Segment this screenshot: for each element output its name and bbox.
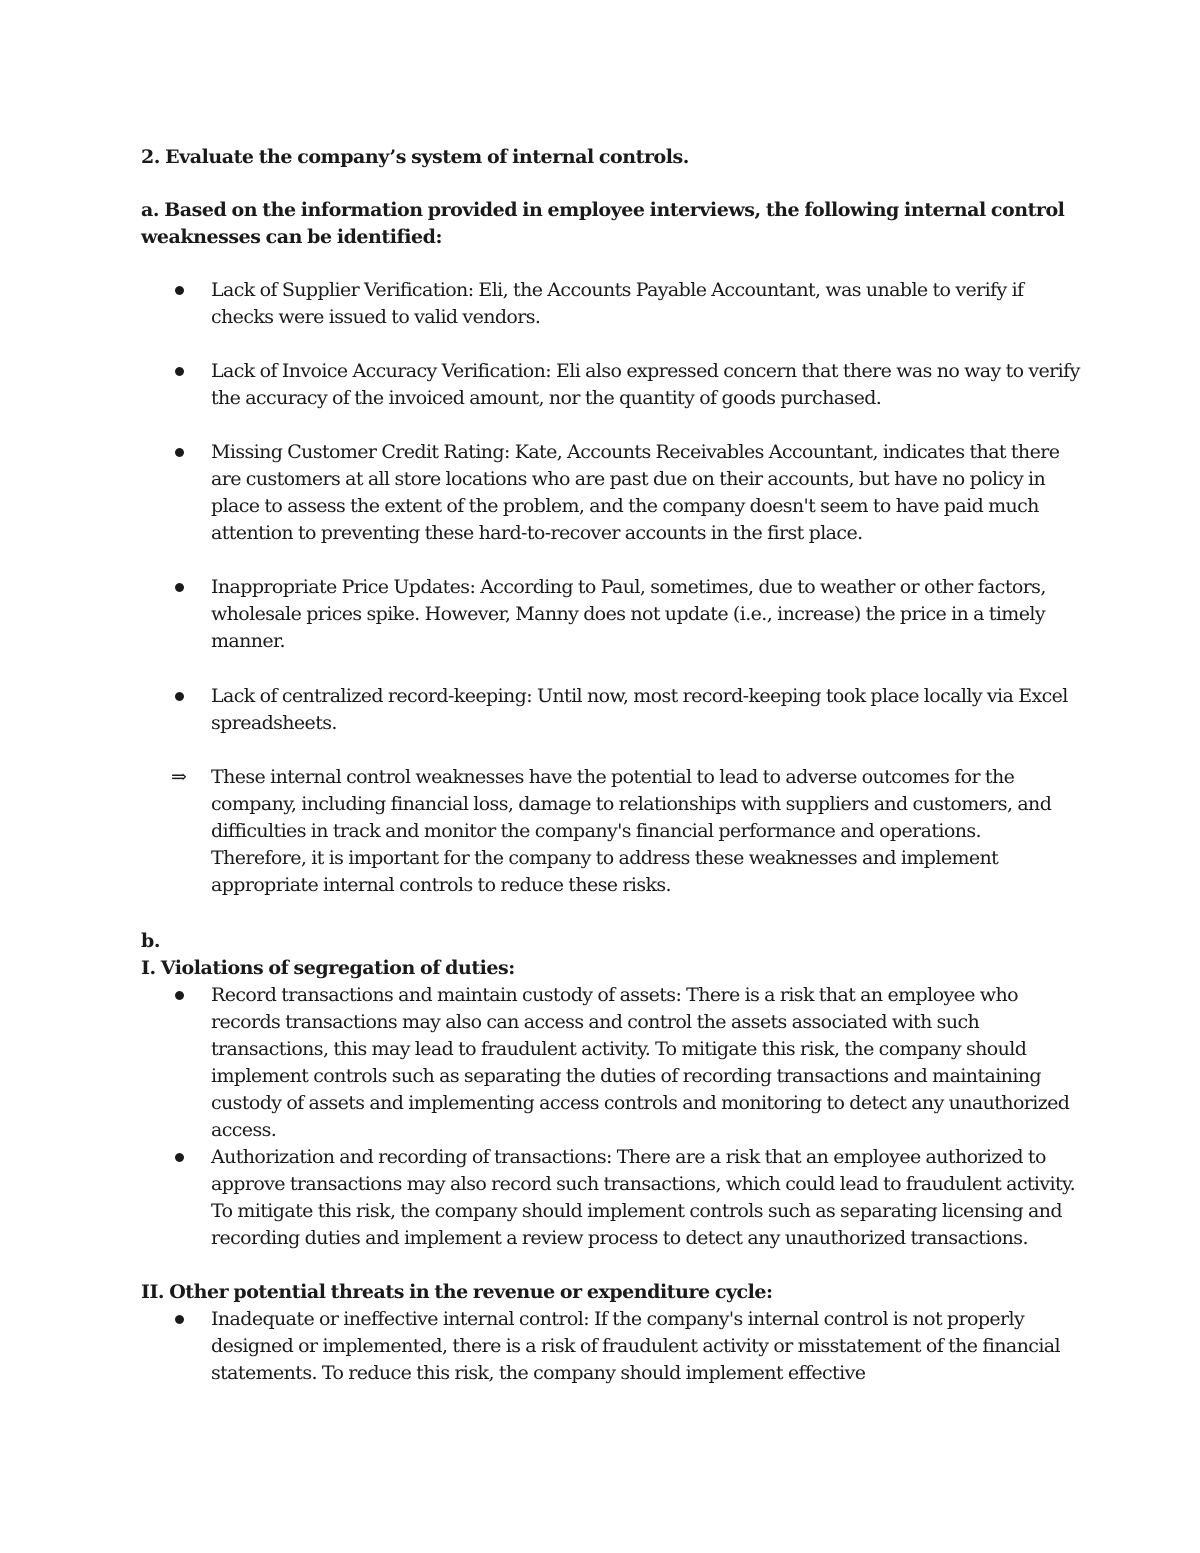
segregation-item: Authorization and recording of transactions: There are a risk that an employee authorized to approve transactions may also record such transactions, which could lead to fraudulent activity. To mitigate this risk, the company should implement controls such as separating licensing and recording duties and implement a review process to detect any unauthorized transactions.	[211, 1146, 1076, 1249]
bullet-icon	[175, 1153, 184, 1162]
part-a-heading: a. Based on the information provided in employee interviews, the following internal control weaknesses can be identified:	[141, 199, 1065, 248]
threats-heading: II. Other potential threats in the revenue or expenditure cycle:	[141, 1281, 773, 1303]
weakness-item: Lack of Invoice Accuracy Verification: Eli also expressed concern that there was no way to verify the accuracy of the invoiced amount, nor the quantity of goods purchased.	[211, 360, 1080, 409]
bullet-icon	[175, 1315, 184, 1324]
weakness-item: Missing Customer Credit Rating: Kate, Accounts Receivables Accountant, indicates that there are customers at all store locations who are past due on their accounts, but have no policy in place to assess the extent of the problem, and the company doesn't seem to have paid much attention to preventing these hard-to-recover accounts in the first place.	[211, 441, 1060, 544]
bullet-icon	[175, 286, 184, 295]
section-heading: 2. Evaluate the company’s system of internal controls.	[141, 146, 689, 168]
implies-arrow-icon: ⇒	[171, 766, 187, 788]
weakness-item: Lack of centralized record-keeping: Until now, most record-keeping took place locally via Excel spreadsheets.	[211, 685, 1068, 734]
weakness-item: Lack of Supplier Verification: Eli, the Accounts Payable Accountant, was unable to verify if checks were issued to valid vendors.	[211, 279, 1024, 328]
conclusion-paragraph: These internal control weaknesses have the potential to lead to adverse outcomes for the company, including financial loss, damage to relationships with suppliers and customers, and difficulties in track and monitor the company's financial performance and operations. Therefore, it is important for the company to address these weaknesses and implement appropriate internal controls to reduce these risks.	[211, 766, 1052, 896]
bullet-icon	[175, 991, 184, 1000]
part-b-label: b.	[141, 930, 160, 952]
bullet-icon	[175, 367, 184, 376]
segregation-item: Record transactions and maintain custody of assets: There is a risk that an employee who records transactions may also can access and control the assets associated with such transactions, this may lead to fraudulent activity. To mitigate this risk, the company should implement controls such as separating the duties of recording transactions and maintaining custody of assets and implementing access controls and monitoring to detect any unauthorized access.	[211, 984, 1070, 1141]
bullet-icon	[175, 583, 184, 592]
weakness-item: Inappropriate Price Updates: According to Paul, sometimes, due to weather or other factors, wholesale prices spike. However, Manny does not update (i.e., increase) the price in a timely manner.	[211, 576, 1046, 652]
bullet-icon	[175, 692, 184, 701]
segregation-heading: I. Violations of segregation of duties:	[141, 957, 515, 979]
bullet-icon	[175, 448, 184, 457]
threat-item: Inadequate or ineffective internal control: If the company's internal control is not properly designed or implemented, there is a risk of fraudulent activity or misstatement of the financial statements. To reduce this risk, the company should implement effective	[211, 1308, 1061, 1384]
